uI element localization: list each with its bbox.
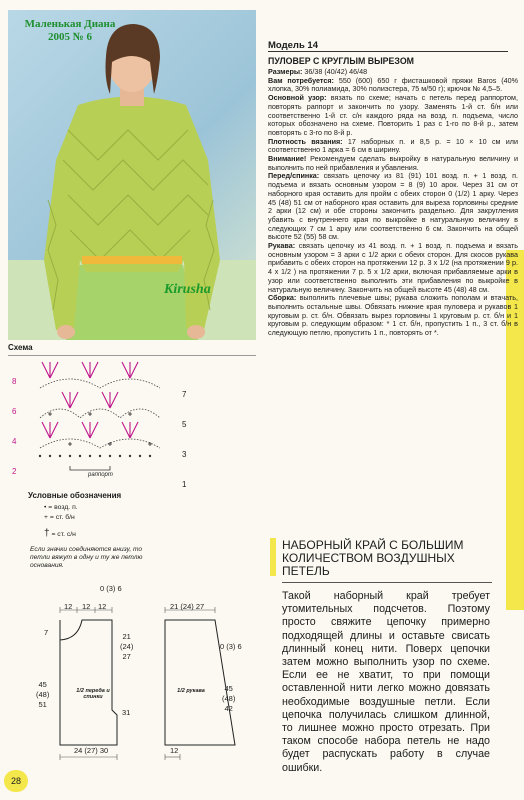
front-left-upper: 7 xyxy=(44,628,49,637)
section-assembly: Сборка: выполнить плечевые швы; рукава сложить пополам и втачать, выполнить остальные швы. Обвязать нижние края пуловера и рукавов 1 круговым р. ст. б/н. Обвязать вырез горловины 1 круговым р. ст. б/н и 1 круговым р. следующим образом: * 1 ст. б/н, пропустить 1 п., 3 ст. б/н в следующую петлю, пропустить 1 п., повторять от *. xyxy=(268,293,519,338)
section-front-back: Перед/спинка: связать цепочку из 81 (91) 101 возд. п. + 1 возд. п. подъема и вязать основным узором = 8 (9) 10 арок. Через 31 см от наборного края оставить для пройм с обеих сторон 0 (1/2) 1 арку. Через 45 (48) 51 см от наборного края оставить для выреза горловины средние 2 арки (12 см) и обе стороны закончить раздельно. Для закругления убавить с внутреннего края по выкройке в натуральную величину в следующих 7 см 1 арку или соответственно 6 см. Закончить на общей высоте 52 (55) 58 см. xyxy=(268,171,518,242)
legend-sc: + = ст. б/н xyxy=(44,514,75,521)
repeat-bracket xyxy=(70,466,110,470)
box-text: Такой наборный край требует утомительных подсчетов. Поэтому просто свяжите цепочку примерно подходящей длины и оставьте свисать длинный конец нити. Поверх цепочки затем можно выполнить узор по схеме. Если ее не хватит, то при помощи оставленной нити легко можно довязать необходимые воздушные петли. Если цепочка получилась слишком длинной, то лишнее можно просто отрезать. При таком способе набора петель не надо будет распускать работу в случае ошибки. xyxy=(282,590,490,774)
article-title: ПУЛОВЕР С КРУГЛЫМ ВЫРЕЗОМ xyxy=(268,56,414,66)
section-pattern: Основной узор: вязать по схеме; начать с петель перед раппортом, повторять раппорт и закончить по узору. Заменять 1-й ст. б/н или соответственно 1-й ст. с/н каждого ряда на возд. п. подъема, число которых обозначено на схеме. Повторить 1 раз с 1-го по 8-й р., затем повторять с 3-го по 8-й р. xyxy=(268,93,518,137)
title-divider xyxy=(268,51,508,52)
legend-dc: † = ст. с/н xyxy=(44,528,76,539)
section-gauge: Плотность вязания: 17 наборных п. и 8,5 р. = 10 × 10 см или соответственно 1 арка = 6 см в ширину. xyxy=(268,136,518,155)
front-bottom-width: 24 (27) 30 xyxy=(74,746,109,755)
box-title: НАБОРНЫЙ КРАЙ С БОЛЬШИМ КОЛИЧЕСТВОМ ВОЗДУШНЫХ ПЕТЕЛЬ xyxy=(282,538,464,578)
crochet-chart xyxy=(20,360,180,480)
front-neck-depth: 0 (3) 6 xyxy=(100,584,122,593)
chart-arches xyxy=(40,379,160,448)
sleeve-right-length: 45 (48) 42 xyxy=(222,684,236,713)
front-top-seg-2: 12 xyxy=(82,602,91,611)
section-sleeves: Рукава: связать цепочку из 41 возд. п. + 1 возд. п. подъема и вязать основным узором = 3 арки с 1/2 арки с обеих сторон. Для скосов рукава прибавить с обеих сторон на протяжении 12 р. 3 х 1/2 (на протяжении 9 р. 4 х 1/2 ) на протяжении 7 р. 5 х 1/2 арки, включая прибавляемые арки в узор или соответственно выполнить эти прибавления по выкройке в натуральную величину. Закончить на общей высоте 45 (48) 48 см. xyxy=(268,241,518,294)
legend-chain: • = возд. п. xyxy=(44,504,78,511)
sleeve-top-width: 21 (24) 27 xyxy=(170,602,205,611)
sleeve-outline xyxy=(165,620,235,745)
section-sizes: Размеры: 36/38 (40/42) 46/48 xyxy=(268,67,368,76)
box-divider xyxy=(282,582,492,583)
magazine-issue: 2005 № 6 xyxy=(47,31,93,43)
schema-divider xyxy=(8,355,256,356)
section-materials: Вам потребуется: 550 (600) 650 г фисташковой пряжи Baros (40% хлопка, 30% полиамида, 30% полиэстера, 75 м/50 г); крючок № 4,5–5. xyxy=(268,75,518,94)
front-right-upper: 21 (24) 27 xyxy=(120,632,134,661)
magazine-name: Маленькая Диана xyxy=(24,18,116,30)
photo-watermark: Kirusha xyxy=(164,282,211,297)
model-photo xyxy=(8,10,256,340)
chart-sc-stitches xyxy=(48,412,152,446)
schema-title: Схема xyxy=(8,343,33,352)
section-attention: Внимание! Рекомендуем сделать выкройку в натуральную величину и выполнить по ней прибавления и убавления. xyxy=(268,154,519,172)
page-number: 28 xyxy=(4,770,28,792)
pattern-diagrams xyxy=(20,595,260,765)
sleeve-side-top: 0 (3) 6 xyxy=(220,642,242,651)
front-top-seg-1: 12 xyxy=(64,602,73,611)
chart-fans xyxy=(42,362,138,438)
front-right-lower: 31 xyxy=(122,708,131,717)
model-number: Модель 14 xyxy=(268,40,318,51)
front-top-seg-3: 12 xyxy=(98,602,107,611)
article-body xyxy=(268,68,518,338)
sleeve-piece-label: 1/2 рукава xyxy=(177,688,205,694)
row-numbers-left: 8 6 4 2 xyxy=(12,377,17,476)
legend-note: Если значки соединяются внизу, то петли вяжут в одну и ту же петлю основания. xyxy=(30,546,143,569)
front-piece-label: 1/2 переда и спинки xyxy=(76,688,110,700)
legend-title: Условные обозначения xyxy=(28,491,122,500)
box-accent xyxy=(270,538,276,576)
chart-chain-stitches xyxy=(39,455,151,457)
magazine-watermark xyxy=(10,18,130,44)
row-numbers-right: 7 5 3 1 xyxy=(182,390,187,489)
front-outline xyxy=(60,620,117,745)
front-left-lower: 45 (48) 51 xyxy=(36,680,50,709)
sleeve-bottom-width: 12 xyxy=(170,746,179,755)
repeat-label: раппорт xyxy=(88,472,113,478)
model-illustration xyxy=(8,10,256,340)
